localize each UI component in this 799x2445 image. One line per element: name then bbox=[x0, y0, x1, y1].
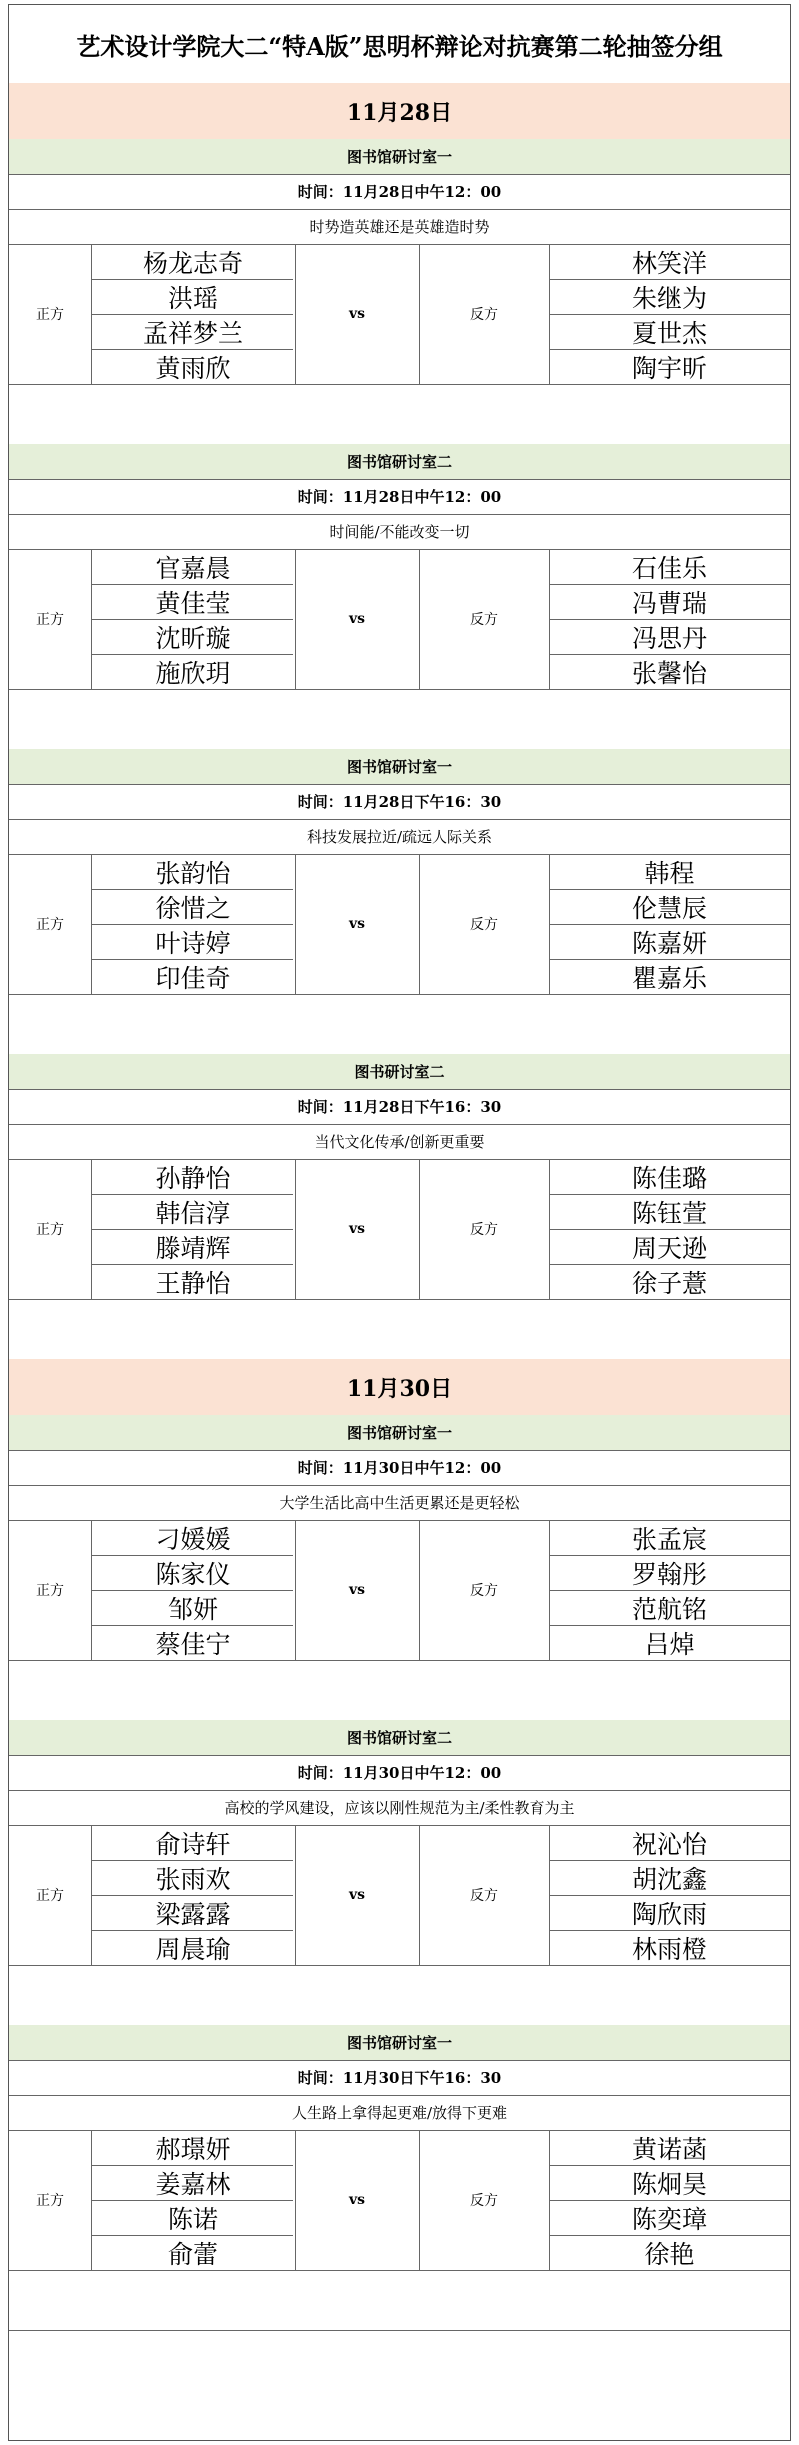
divider bbox=[549, 244, 550, 384]
vs-label: vs bbox=[348, 306, 366, 322]
affirmative-debater: 刁媛媛 bbox=[155, 1524, 231, 1554]
negative-debater: 林笑洋 bbox=[631, 248, 707, 278]
negative-debater: 范航铭 bbox=[631, 1594, 707, 1624]
affirmative-debater: 蔡佳宁 bbox=[155, 1629, 231, 1659]
affirmative-debater: 陈家仪 bbox=[155, 1559, 231, 1589]
divider bbox=[295, 2130, 296, 2270]
divider bbox=[91, 244, 92, 384]
divider bbox=[9, 1660, 790, 1661]
divider bbox=[295, 1159, 296, 1299]
affirmative-debater: 叶诗婷 bbox=[155, 928, 231, 958]
match-topic: 人生路上拿得起更难/放得下更难 bbox=[291, 2104, 508, 2122]
affirmative-debater: 邹妍 bbox=[167, 1594, 218, 1624]
negative-debater: 祝沁怡 bbox=[631, 1829, 707, 1859]
match-time: 时间：11月30日中午12：00 bbox=[297, 1764, 502, 1782]
negative-label: 反方 bbox=[470, 307, 498, 323]
affirmative-debater: 印佳奇 bbox=[155, 963, 231, 993]
divider bbox=[91, 1825, 92, 1965]
divider bbox=[9, 994, 790, 995]
affirmative-debater: 梁露露 bbox=[155, 1899, 231, 1929]
negative-debater: 陈奕璋 bbox=[631, 2204, 707, 2234]
affirmative-debater: 沈昕璇 bbox=[155, 623, 231, 653]
divider bbox=[419, 549, 420, 689]
match-topic: 时间能/不能改变一切 bbox=[329, 523, 470, 541]
divider bbox=[295, 1520, 296, 1660]
affirmative-debater: 孟祥梦兰 bbox=[142, 318, 243, 348]
match-room: 图书馆研讨室二 bbox=[9, 1720, 790, 1755]
match-time: 时间：11月28日中午12：00 bbox=[297, 183, 502, 201]
divider bbox=[91, 854, 92, 994]
negative-debater: 罗翰彤 bbox=[631, 1559, 707, 1589]
negative-debater: 朱继为 bbox=[631, 283, 707, 313]
negative-label: 反方 bbox=[470, 917, 498, 933]
divider bbox=[549, 1159, 550, 1299]
divider bbox=[91, 549, 92, 689]
affirmative-label: 正方 bbox=[36, 1583, 64, 1599]
negative-debater: 吕焯 bbox=[644, 1629, 695, 1659]
match-time: 时间：11月28日中午12：00 bbox=[297, 488, 502, 506]
divider bbox=[549, 1825, 550, 1965]
divider bbox=[9, 2330, 790, 2331]
divider bbox=[295, 1825, 296, 1965]
divider bbox=[9, 1299, 790, 1300]
affirmative-debater: 滕靖辉 bbox=[155, 1233, 231, 1263]
match-topic: 科技发展拉近/疏远人际关系 bbox=[306, 828, 493, 846]
negative-debater: 林雨橙 bbox=[631, 1934, 707, 1964]
vs-label: vs bbox=[348, 611, 366, 627]
negative-debater: 陈炯昊 bbox=[631, 2169, 707, 2199]
divider bbox=[549, 2130, 550, 2270]
match-room: 图书馆研讨室二 bbox=[9, 444, 790, 479]
negative-label: 反方 bbox=[470, 612, 498, 628]
affirmative-debater: 郝璟妍 bbox=[155, 2134, 231, 2164]
divider bbox=[419, 2130, 420, 2270]
negative-debater: 陈钰萱 bbox=[631, 1198, 707, 1228]
negative-debater: 黄诺菡 bbox=[631, 2134, 707, 2164]
date-header: 11月28日 bbox=[9, 83, 790, 139]
match-topic: 时势造英雄还是英雄造时势 bbox=[309, 218, 490, 236]
negative-debater: 瞿嘉乐 bbox=[631, 963, 707, 993]
divider bbox=[549, 1520, 550, 1660]
affirmative-debater: 洪瑶 bbox=[167, 283, 218, 313]
affirmative-label: 正方 bbox=[36, 917, 64, 933]
vs-label: vs bbox=[348, 916, 366, 932]
affirmative-label: 正方 bbox=[36, 1222, 64, 1238]
page-title: 艺术设计学院大二“特A版”思明杯辩论对抗赛第二轮抽签分组 bbox=[76, 31, 723, 61]
divider bbox=[91, 2130, 92, 2270]
negative-debater: 周天逊 bbox=[631, 1233, 707, 1263]
negative-debater: 张孟宸 bbox=[631, 1524, 707, 1554]
negative-debater: 陈嘉妍 bbox=[631, 928, 707, 958]
vs-label: vs bbox=[348, 1221, 366, 1237]
affirmative-debater: 施欣玥 bbox=[155, 658, 231, 688]
affirmative-label: 正方 bbox=[36, 1888, 64, 1904]
match-room: 图书馆研讨室一 bbox=[9, 139, 790, 174]
divider bbox=[91, 1520, 92, 1660]
match-topic: 大学生活比高中生活更累还是更轻松 bbox=[279, 1494, 520, 1512]
divider bbox=[295, 549, 296, 689]
divider bbox=[295, 854, 296, 994]
match-time: 时间：11月30日中午12：00 bbox=[297, 1459, 502, 1477]
negative-label: 反方 bbox=[470, 1583, 498, 1599]
negative-debater: 冯思丹 bbox=[631, 623, 707, 653]
divider bbox=[9, 2270, 790, 2271]
affirmative-label: 正方 bbox=[36, 2193, 64, 2209]
negative-debater: 冯曹瑞 bbox=[631, 588, 707, 618]
affirmative-debater: 杨龙志奇 bbox=[142, 248, 243, 278]
match-time: 时间：11月30日下午16：30 bbox=[297, 2069, 502, 2087]
vs-label: vs bbox=[348, 1887, 366, 1903]
negative-debater: 徐艳 bbox=[644, 2239, 695, 2269]
divider bbox=[419, 1520, 420, 1660]
divider bbox=[419, 1159, 420, 1299]
negative-debater: 张馨怡 bbox=[631, 658, 707, 688]
negative-label: 反方 bbox=[470, 1222, 498, 1238]
match-room: 图书馆研讨室一 bbox=[9, 749, 790, 784]
negative-debater: 石佳乐 bbox=[631, 553, 707, 583]
divider bbox=[9, 384, 790, 385]
vs-label: vs bbox=[348, 2192, 366, 2208]
divider bbox=[295, 244, 296, 384]
divider bbox=[419, 1825, 420, 1965]
affirmative-debater: 黄雨欣 bbox=[155, 353, 231, 383]
negative-debater: 夏世杰 bbox=[631, 318, 707, 348]
affirmative-debater: 韩信淳 bbox=[155, 1198, 231, 1228]
affirmative-debater: 陈诺 bbox=[167, 2204, 218, 2234]
affirmative-debater: 徐惜之 bbox=[155, 893, 231, 923]
match-room: 图书馆研讨室一 bbox=[9, 2025, 790, 2060]
vs-label: vs bbox=[348, 1582, 366, 1598]
date-header: 11月30日 bbox=[9, 1359, 790, 1415]
match-topic: 当代文化传承/创新更重要 bbox=[314, 1133, 485, 1151]
negative-debater: 陶宇昕 bbox=[631, 353, 707, 383]
divider bbox=[549, 549, 550, 689]
affirmative-label: 正方 bbox=[36, 307, 64, 323]
schedule-sheet bbox=[8, 4, 791, 2441]
affirmative-debater: 黄佳莹 bbox=[155, 588, 231, 618]
affirmative-label: 正方 bbox=[36, 612, 64, 628]
match-time: 时间：11月28日下午16：30 bbox=[297, 1098, 502, 1116]
negative-debater: 徐子薏 bbox=[631, 1268, 707, 1298]
match-topic: 高校的学风建设，应该以刚性规范为主/柔性教育为主 bbox=[224, 1799, 575, 1817]
match-room: 图书馆研讨室一 bbox=[9, 1415, 790, 1450]
negative-debater: 胡沈鑫 bbox=[631, 1864, 707, 1894]
negative-debater: 陶欣雨 bbox=[631, 1899, 707, 1929]
affirmative-debater: 官嘉晨 bbox=[155, 553, 231, 583]
match-room: 图书研讨室二 bbox=[9, 1054, 790, 1089]
divider bbox=[549, 854, 550, 994]
affirmative-debater: 孙静怡 bbox=[155, 1163, 231, 1193]
negative-label: 反方 bbox=[470, 1888, 498, 1904]
affirmative-debater: 俞蕾 bbox=[167, 2239, 218, 2269]
negative-debater: 伦慧辰 bbox=[631, 893, 707, 923]
divider bbox=[419, 244, 420, 384]
divider bbox=[9, 689, 790, 690]
divider bbox=[419, 854, 420, 994]
negative-debater: 陈佳璐 bbox=[631, 1163, 707, 1193]
affirmative-debater: 姜嘉林 bbox=[155, 2169, 231, 2199]
affirmative-debater: 周晨瑜 bbox=[155, 1934, 231, 1964]
negative-debater: 韩程 bbox=[644, 858, 695, 888]
divider bbox=[9, 1965, 790, 1966]
affirmative-debater: 张韵怡 bbox=[155, 858, 231, 888]
affirmative-debater: 王静怡 bbox=[155, 1268, 231, 1298]
match-time: 时间：11月28日下午16：30 bbox=[297, 793, 502, 811]
divider bbox=[91, 1159, 92, 1299]
negative-label: 反方 bbox=[470, 2193, 498, 2209]
affirmative-debater: 张雨欢 bbox=[155, 1864, 231, 1894]
affirmative-debater: 俞诗轩 bbox=[155, 1829, 231, 1859]
